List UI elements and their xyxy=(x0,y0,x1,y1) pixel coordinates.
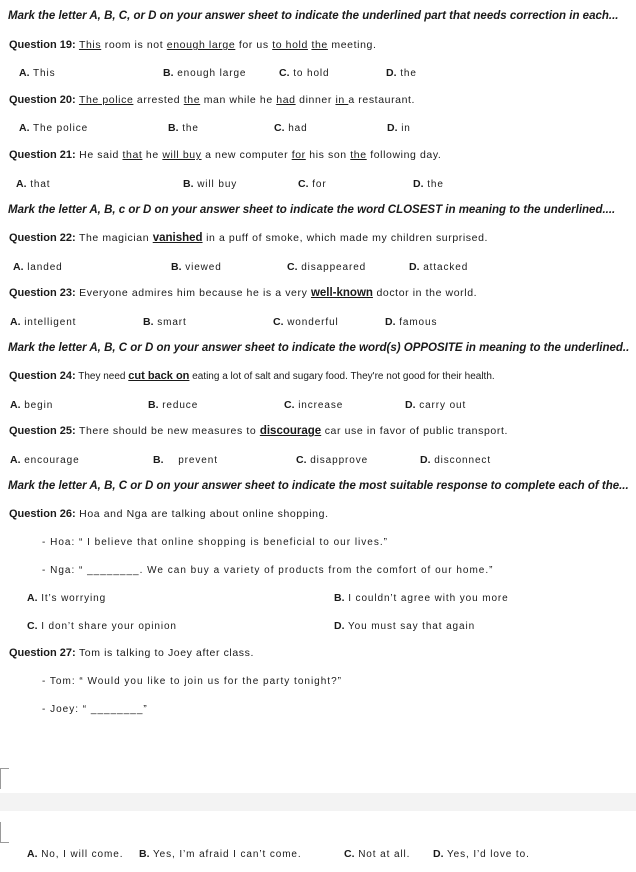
question-22: Question 22: The magician vanished in a puff of smoke, which made my children surprised. xyxy=(9,232,489,244)
key-word: well-known xyxy=(310,287,373,299)
option-c[interactable]: C. Not at all. xyxy=(344,848,411,860)
question-number: Question 19: xyxy=(9,39,76,51)
question-number: Question 22: xyxy=(9,232,76,244)
key-word: vanished xyxy=(152,232,203,244)
option-d[interactable]: D. disconnect xyxy=(420,454,491,466)
option-c[interactable]: C. to hold xyxy=(279,67,330,79)
page-corner-mark xyxy=(0,768,9,789)
underlined-part: for xyxy=(291,149,306,161)
option-d[interactable]: D. the xyxy=(386,67,417,79)
underlined-part: will buy xyxy=(162,149,202,161)
option-a[interactable]: A. No, I will come. xyxy=(27,848,124,860)
page-corner-mark xyxy=(0,822,9,843)
instruction-opposite-meaning: Mark the letter A, B, C or D on your answer sheet to indicate the word(s) OPPOSITE in meaning to the underlined.. xyxy=(8,342,630,354)
question-number: Question 23: xyxy=(9,287,76,299)
question-20: Question 20: The police arrested the man while he had dinner in a restaurant. xyxy=(9,94,416,106)
dialogue-line-hoa: - Hoa: “ I believe that online shopping is beneficial to our lives.” xyxy=(42,537,388,548)
underlined-part: This xyxy=(78,39,102,51)
underlined-part: the xyxy=(350,149,367,161)
question-number: Question 25: xyxy=(9,425,76,437)
option-a[interactable]: A. intelligent xyxy=(10,316,77,328)
option-a[interactable]: A. It’s worrying xyxy=(27,592,107,604)
underlined-part: enough large xyxy=(166,39,236,51)
question-21: Question 21: He said that he will buy a new computer for his son the following day. xyxy=(9,149,442,161)
option-b[interactable]: B. enough large xyxy=(163,67,247,79)
option-b[interactable]: B. Yes, I’m afraid I can’t come. xyxy=(139,848,302,860)
option-d[interactable]: D. the xyxy=(413,178,444,190)
question-number: Question 20: xyxy=(9,94,76,106)
question-number: Question 24: xyxy=(9,370,76,382)
option-b[interactable]: B. the xyxy=(168,122,199,134)
underlined-part: The police xyxy=(78,94,134,106)
question-24: Question 24: They need cut back on eating a lot of salt and sugary food. They're not good for their health. xyxy=(9,370,495,382)
option-c[interactable]: C. wonderful xyxy=(273,316,339,328)
option-b[interactable]: B. prevent xyxy=(153,454,218,466)
option-b[interactable]: B. I couldn’t agree with you more xyxy=(334,592,509,604)
option-c[interactable]: C. increase xyxy=(284,399,344,411)
option-b[interactable]: B. smart xyxy=(143,316,187,328)
option-d[interactable]: D. in xyxy=(387,122,411,134)
option-c[interactable]: C. disapprove xyxy=(296,454,369,466)
key-word: discourage xyxy=(259,425,322,437)
option-d[interactable]: D. famous xyxy=(385,316,438,328)
question-number: Question 21: xyxy=(9,149,76,161)
question-26: Question 26: Hoa and Nga are talking about online shopping. xyxy=(9,508,329,520)
option-a[interactable]: A. This xyxy=(19,67,56,79)
question-25: Question 25: There should be new measures to discourage car use in favor of public transport. xyxy=(9,425,508,437)
option-b[interactable]: B. will buy xyxy=(183,178,238,190)
option-b[interactable]: B. viewed xyxy=(171,261,222,273)
option-a[interactable]: A. that xyxy=(16,178,51,190)
question-23: Question 23: Everyone admires him because he is a very well-known doctor in the world. xyxy=(9,287,478,299)
option-b[interactable]: B. reduce xyxy=(148,399,199,411)
instruction-suitable-response: Mark the letter A, B, C or D on your answer sheet to indicate the most suitable response to complete each of the... xyxy=(8,480,629,492)
option-d[interactable]: D. Yes, I’d love to. xyxy=(433,848,530,860)
dialogue-line-tom: - Tom: “ Would you like to join us for the party tonight?” xyxy=(42,676,342,687)
dialogue-line-nga: - Nga: “ ________. We can buy a variety of products from the comfort of our home.” xyxy=(42,565,494,576)
option-c[interactable]: C. disappeared xyxy=(287,261,367,273)
option-d[interactable]: D. attacked xyxy=(409,261,469,273)
question-number: Question 26: xyxy=(9,508,76,520)
key-word: cut back on xyxy=(128,370,190,382)
underlined-part: that xyxy=(122,149,143,161)
option-a[interactable]: A. encourage xyxy=(10,454,80,466)
option-d[interactable]: D. carry out xyxy=(405,399,467,411)
option-a[interactable]: A. begin xyxy=(10,399,54,411)
underlined-part: the xyxy=(183,94,201,106)
option-a[interactable]: A. The police xyxy=(19,122,89,134)
option-c[interactable]: C. for xyxy=(298,178,327,190)
instruction-closest-meaning: Mark the letter A, B, c or D on your answer sheet to indicate the word CLOSEST in meaning to the underlined.... xyxy=(8,204,616,216)
option-c[interactable]: C. had xyxy=(274,122,308,134)
underlined-part: had xyxy=(276,94,296,106)
question-number: Question 27: xyxy=(9,647,76,659)
underlined-part: to hold xyxy=(272,39,308,51)
underlined-part: in xyxy=(335,94,349,106)
option-d[interactable]: D. You must say that again xyxy=(334,620,476,632)
option-a[interactable]: A. landed xyxy=(13,261,63,273)
question-19: Question 19: This room is not enough large for us to hold the meeting. xyxy=(9,39,377,51)
option-c[interactable]: C. I don’t share your opinion xyxy=(27,620,177,632)
page-break-band xyxy=(0,793,636,811)
instruction-error-correction: Mark the letter A, B, C, or D on your answer sheet to indicate the underlined part that needs correction in each... xyxy=(8,10,619,22)
question-27: Question 27: Tom is talking to Joey after class. xyxy=(9,647,255,659)
dialogue-line-joey: - Joey: “ ________” xyxy=(42,704,148,715)
underlined-part: the xyxy=(311,39,328,51)
